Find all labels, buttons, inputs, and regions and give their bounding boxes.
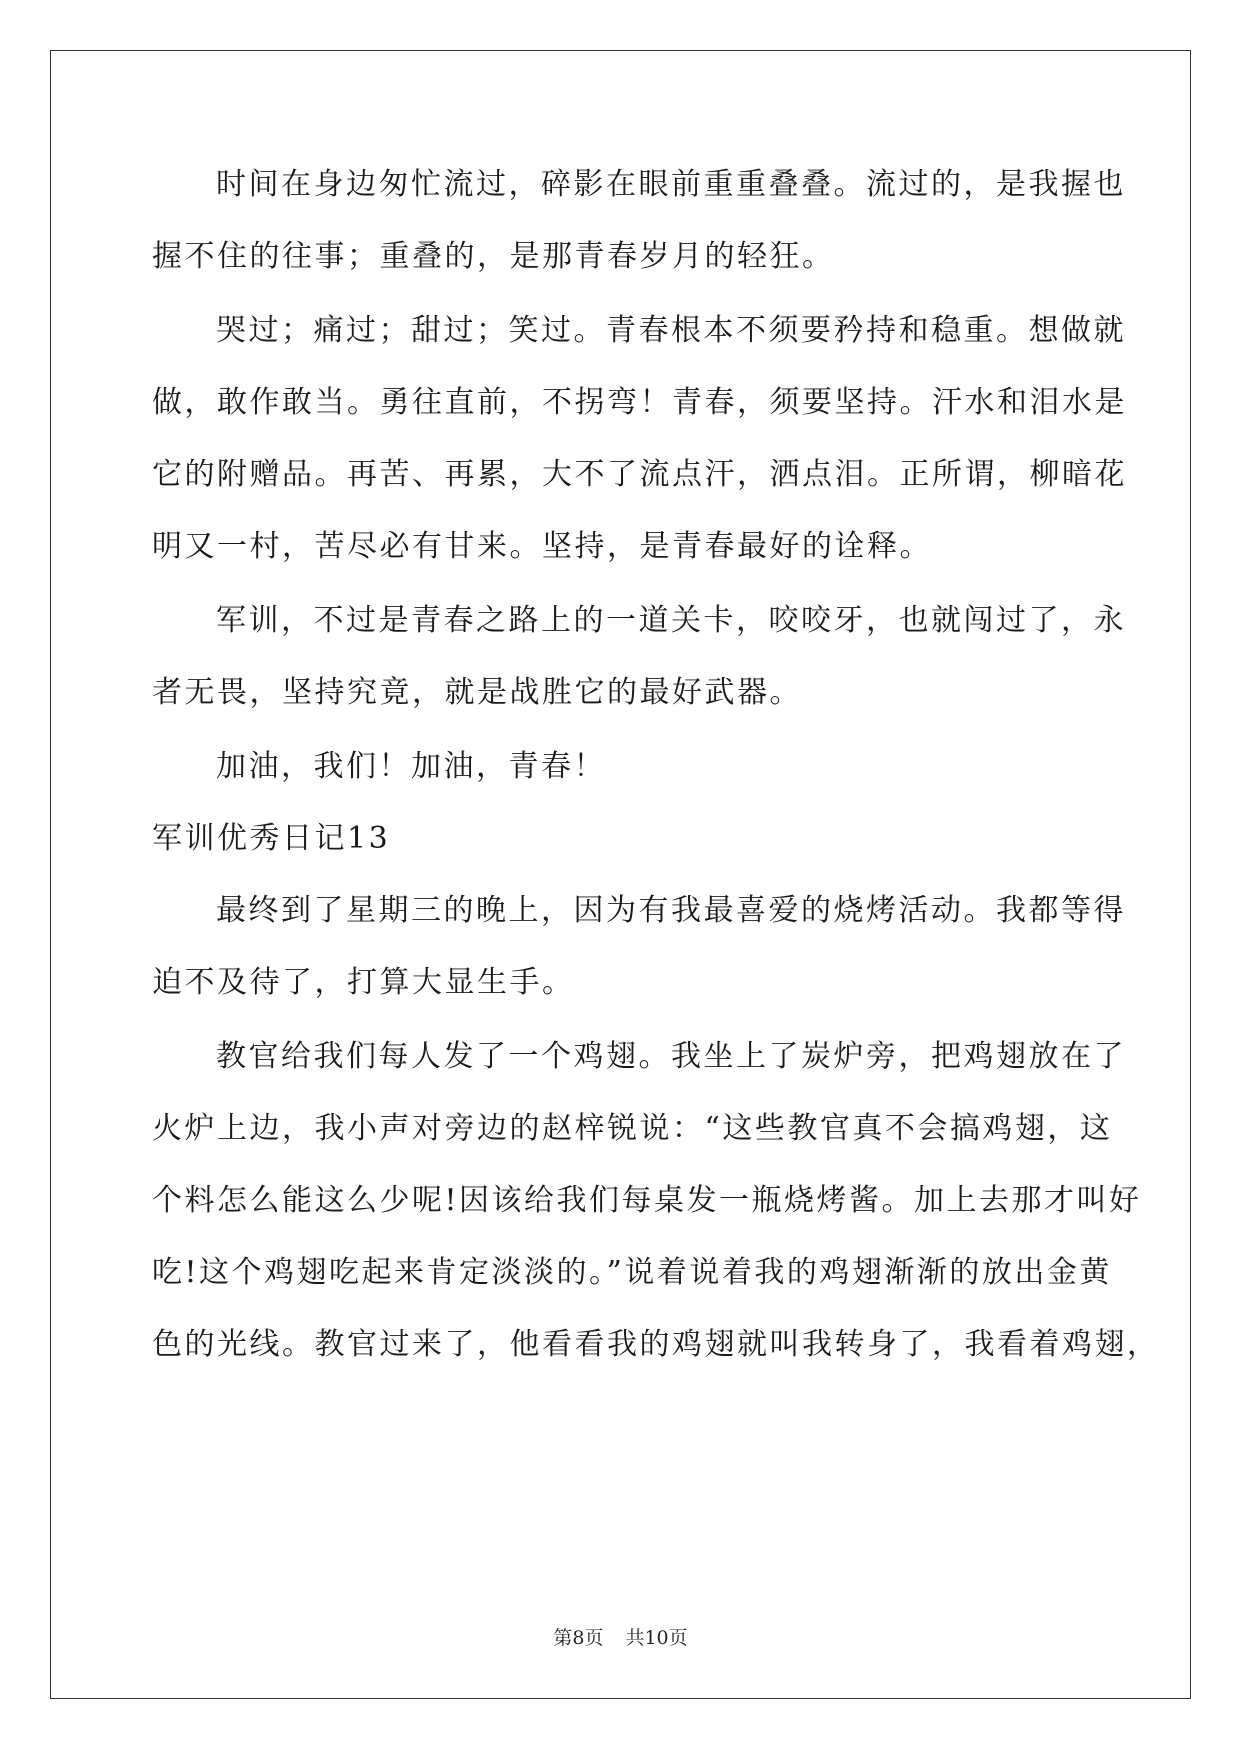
paragraph-line: 它的附赠品。再苦、再累，大不了流点汗，洒点泪。正所谓，柳暗花 [152,457,1127,492]
paragraph-line: 军训，不过是青春之路上的一道关卡，咬咬牙，也就闯过了，永 [216,603,1126,638]
paragraph-line: 明又一村，苦尽必有甘来。坚持，是青春最好的诠释。 [152,529,932,564]
paragraph-line: 时间在身边匆忙流过，碎影在眼前重重叠叠。流过的，是我握也 [216,167,1126,202]
page-footer [0,1626,1241,1650]
paragraph-line: 者无畏，坚持究竟，就是战胜它的最好武器。 [152,675,802,710]
paragraph-line: 做，敢作敢当。勇往直前，不拐弯！青春，须要坚持。汗水和泪水是 [152,385,1127,420]
page-border [50,50,1191,1699]
page-number: 第8页 [553,1627,604,1649]
page-total: 共10页 [625,1627,688,1649]
paragraph-line: 最终到了星期三的晚上，因为有我最喜爱的烧烤活动。我都等得 [216,893,1126,928]
paragraph-line: 迫不及待了，打算大显生手。 [152,965,575,1000]
paragraph-line: 色的光线。教官过来了，他看看我的鸡翅就叫我转身了，我看着鸡翅， [152,1327,1160,1362]
paragraph-line: 加油，我们！加油，青春！ [216,749,606,784]
paragraph-line: 教官给我们每人发了一个鸡翅。我坐上了炭炉旁，把鸡翅放在了 [216,1039,1126,1074]
paragraph-line: 握不住的往事；重叠的，是那青春岁月的轻狂。 [152,239,835,274]
paragraph-line: 个料怎么能这么少呢!因该给我们每桌发一瓶烧烤酱。加上去那才叫好 [152,1183,1142,1218]
section-heading: 军训优秀日记13 [152,821,391,856]
paragraph-line: 哭过；痛过；甜过；笑过。青春根本不须要矜持和稳重。想做就 [216,313,1126,348]
paragraph-line: 吃!这个鸡翅吃起来肯定淡淡的。”说着说着我的鸡翅渐渐的放出金黄 [152,1255,1112,1290]
paragraph-line: 火炉上边，我小声对旁边的赵梓锐说：“这些教官真不会搞鸡翅，这 [152,1111,1113,1146]
